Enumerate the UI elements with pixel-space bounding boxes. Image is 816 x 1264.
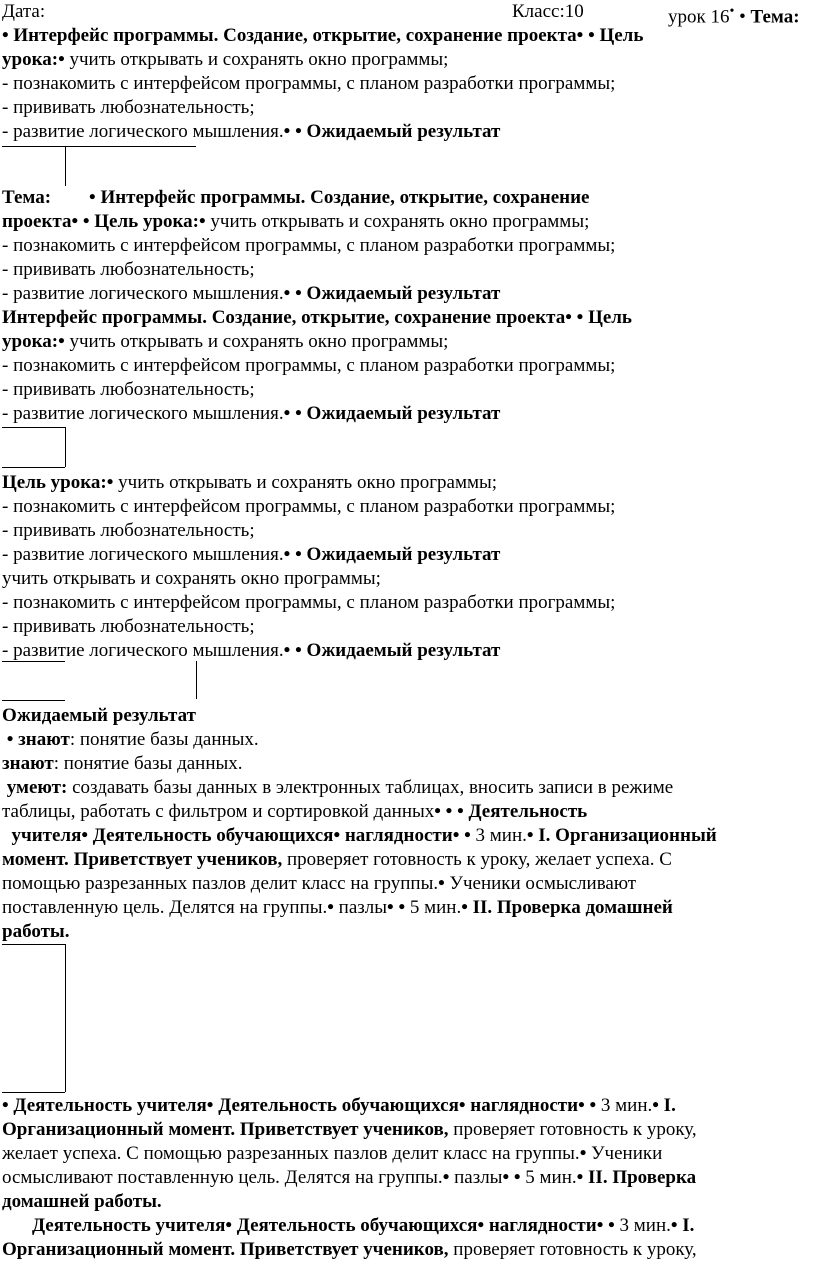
bullet-icon: • [442, 1167, 450, 1188]
bullet-icon: • [458, 1095, 466, 1116]
bullet-icon: • [283, 121, 291, 142]
objective-3-line [2, 120, 814, 144]
bullet-icon: • [283, 283, 291, 304]
students-text: Ученики [591, 1143, 663, 1164]
objective-1: - познакомить с интерфейсом программы, с планом разработки программы; [2, 73, 616, 94]
goal-line [2, 330, 814, 354]
bullet-icon: • [295, 283, 302, 304]
topic-text: Интерфейс программы. Создание, открытие, сохранение проекта [2, 307, 566, 328]
expected-result-heading: Ожидаемый результат [306, 403, 501, 424]
stage-full: Организационный момент. Приветствует учеников, [2, 1239, 449, 1260]
bullet-icon: • [387, 897, 394, 918]
bullet-icon: • [739, 6, 746, 28]
activity-line [2, 1094, 814, 1118]
checks-text: проверяет готовность к уроку, желает успеха. С [286, 849, 672, 870]
students-text: Ученики осмысливают [449, 873, 637, 894]
can-text: создавать базы данных в электронных таблицах, вносить записи в режиме [72, 777, 674, 798]
stage-heading: I. [682, 1215, 695, 1236]
divider-line [2, 944, 65, 945]
bullet-icon: • [327, 897, 334, 918]
bullet-icon: • [670, 1215, 678, 1236]
bullet-icon: • [576, 25, 584, 46]
bullet-icon: • [445, 801, 453, 822]
objective-3: - развитие логического мышления. [2, 640, 284, 661]
divider-line [65, 146, 66, 186]
bullet-icon: • [589, 1095, 597, 1116]
stage-heading: I. Организационный [538, 825, 717, 846]
class-label: Класс:10 [512, 1, 584, 22]
puzzles-text: помощью разрезанных пазлов делит класс на группы. [2, 873, 439, 894]
bullet-icon: • [729, 4, 735, 19]
divider-line [2, 1092, 65, 1093]
bullet-icon: • [576, 307, 584, 328]
puzzles-label: пазлы [338, 897, 388, 918]
time-label: 3 мин. [600, 1095, 653, 1116]
know-label: знают [2, 753, 54, 774]
bullet-icon: • [477, 1215, 485, 1236]
stage-line [2, 1238, 814, 1262]
time-label: 5 мин. [409, 897, 462, 918]
bullet-icon: • [513, 1167, 521, 1188]
objective-2: - прививать любознательность; [2, 616, 255, 637]
bullet-icon: • [295, 403, 302, 424]
goal-word: Цель [588, 307, 632, 328]
bullet-icon: • [333, 825, 341, 846]
stage-full: Организационный момент. Приветствует учеников, [2, 1119, 449, 1140]
puzzles-line [2, 872, 814, 896]
divider-line [65, 427, 66, 467]
goal-line [2, 471, 814, 495]
bullet-icon: • [434, 801, 441, 822]
split-line [2, 1166, 814, 1190]
goal-label: Цель урока: [2, 472, 107, 493]
objective-2: - прививать любознательность; [2, 97, 255, 118]
expected-result-heading: Ожидаемый результат [306, 640, 501, 661]
bullet-icon: • [565, 307, 572, 328]
objective-2: - прививать любознательность; [2, 259, 255, 280]
objective-1: - познакомить с интерфейсом программы, с планом разработки программы; [2, 235, 616, 256]
bullet-icon: • [608, 1215, 615, 1236]
goal-word: урока: [2, 331, 59, 352]
topic-text: Интерфейс программы. Создание, открытие, сохранение [100, 187, 590, 208]
stage-word: момент. [2, 849, 69, 870]
objective-3-line [2, 639, 814, 663]
time-label: 5 мин. [525, 1167, 577, 1188]
bullet-icon: • [6, 729, 14, 750]
homework-line [2, 1190, 814, 1214]
bullet-icon: • [2, 25, 9, 46]
visual-heading: наглядности [488, 1215, 597, 1236]
bullet-icon: • [652, 1095, 659, 1116]
stage-line [2, 1118, 814, 1142]
know-text: : понятие базы данных. [53, 753, 243, 774]
students-heading: Деятельность обучающихся [218, 1095, 459, 1116]
activity-line [2, 824, 814, 848]
goal-label: Цель урока: [94, 211, 200, 232]
objective-3: - развитие логического мышления. [2, 121, 284, 142]
bullet-icon: • [81, 825, 89, 846]
bullet-icon: • [89, 187, 96, 208]
goal-text: учить открывать и сохранять окно программы; [2, 568, 381, 589]
visual-heading: наглядности [344, 825, 453, 846]
bullet-icon: • [452, 825, 460, 846]
know-label: знают [18, 729, 70, 750]
topic-text: Интерфейс программы. Создание, открытие, сохранение проекта [13, 25, 577, 46]
bullet-icon: • [283, 403, 291, 424]
teacher-heading: Деятельность учителя [13, 1095, 207, 1116]
bullet-icon: • [461, 897, 468, 918]
objective-3-line [2, 282, 814, 306]
objective-1: - познакомить с интерфейсом программы, с планом разработки программы; [2, 355, 616, 376]
checks-text: проверяет готовность к уроку, [453, 1239, 697, 1260]
know-text: : понятие базы данных. [69, 729, 259, 750]
teacher-heading: учителя [11, 825, 82, 846]
goal-text: учить открывать и сохранять окно программы; [69, 49, 449, 70]
objective-2: - прививать любознательность; [2, 520, 255, 541]
can-line [2, 776, 814, 800]
split-text: поставленную цель. Делятся на группы. [2, 897, 328, 918]
can-text: таблицы, работать с фильтром и сортировкой данных [2, 801, 435, 822]
theme-line [2, 186, 814, 210]
greets-text: Приветствует учеников, [73, 849, 283, 870]
expected-result-heading: Ожидаемый результат [306, 283, 501, 304]
objective-3-line [2, 402, 814, 426]
time-label: 3 мин. [619, 1215, 671, 1236]
goal-text: учить открывать и сохранять окно программы; [118, 472, 498, 493]
objective-3: - развитие логического мышления. [2, 403, 284, 424]
expected-result-heading: Ожидаемый результат [2, 705, 196, 726]
bullet-icon: • [82, 211, 90, 232]
bullet-icon: • [199, 211, 206, 232]
divider-line [65, 944, 66, 1092]
goal-word: Цель [599, 25, 644, 46]
bullet-icon: • [398, 897, 406, 918]
goal-line [2, 48, 814, 72]
puzzles-label: пазлы [454, 1167, 503, 1188]
bullet-icon: • [438, 873, 445, 894]
divider-line [2, 146, 196, 147]
can-line [2, 800, 814, 824]
expected-result-heading: Ожидаемый результат [306, 544, 501, 565]
students-heading: Деятельность обучающихся [236, 1215, 478, 1236]
stage-end: работы. [2, 921, 70, 942]
theme-label: Тема: [2, 187, 52, 208]
teacher-heading: Деятельность учителя [32, 1215, 226, 1236]
stage-end-line [2, 920, 814, 944]
bullet-icon: • [58, 331, 65, 352]
time-label: 3 мин. [475, 825, 527, 846]
bullet-icon: • [2, 1095, 9, 1116]
divider-line [2, 467, 65, 468]
objective-3: - развитие логического мышления. [2, 544, 284, 565]
activity-line [2, 1214, 814, 1238]
bullet-icon: • [526, 825, 534, 846]
wish-line [2, 1142, 814, 1166]
theme-label: Тема: [750, 6, 800, 28]
date-label: Дата: [2, 1, 46, 22]
bullet-icon: • [71, 211, 79, 232]
bullet-icon: • [58, 49, 65, 70]
bullet-icon: • [578, 1095, 585, 1116]
goal-text: учить открывать и сохранять окно программы; [210, 211, 590, 232]
objective-2: - прививать любознательность; [2, 379, 255, 400]
bullet-icon: • [464, 825, 471, 846]
topic-line [2, 24, 814, 48]
understand-text: осмысливают поставленную цель. Делятся на группы. [2, 1167, 443, 1188]
checks-text: проверяет готовность к уроку, [453, 1119, 697, 1140]
objective-1: - познакомить с интерфейсом программы, с планом разработки программы; [2, 496, 616, 517]
expected-result-heading: Ожидаемый результат [306, 121, 501, 142]
bullet-icon: • [502, 1167, 510, 1188]
bullet-icon: • [576, 1167, 584, 1188]
goal-line [2, 210, 814, 234]
bullet-icon: • [596, 1215, 604, 1236]
bullet-icon: • [225, 1215, 233, 1236]
bullet-icon: • [106, 472, 114, 493]
topic-text: проекта [2, 211, 72, 232]
bullet-icon: • [295, 544, 302, 565]
homework-text: домашней работы. [2, 1191, 162, 1212]
expected-result-heading-line [2, 704, 814, 728]
divider-line [196, 661, 197, 699]
bullet-icon: • [283, 640, 291, 661]
wish-text: желает успеха. С помощью разрезанных пазлов делит класс на группы. [2, 1143, 580, 1164]
goal-text: учить открывать и сохранять окно программы; [69, 331, 449, 352]
stage-heading: II. Проверка [588, 1167, 697, 1188]
divider-line [2, 427, 65, 428]
bullet-icon: • [206, 1095, 214, 1116]
lesson-info: урок 16• • Тема: [668, 4, 800, 28]
students-heading: Деятельность обучающихся [92, 825, 334, 846]
bullet-icon: • [588, 25, 595, 46]
goal-word: урока: [2, 49, 59, 70]
objective-1: - познакомить с интерфейсом программы, с планом разработки программы; [2, 592, 616, 613]
stage-line [2, 848, 814, 872]
bullet-icon: • [295, 121, 302, 142]
objective-3: - развитие логического мышления. [2, 283, 284, 304]
know-line [2, 752, 814, 776]
bullet-icon: • [283, 544, 291, 565]
bullet-icon: • [295, 640, 302, 661]
bullet-icon: • [457, 801, 464, 822]
stage-heading: II. Проверка домашней [472, 897, 673, 918]
divider-line [2, 700, 65, 701]
stage-heading: I. [663, 1095, 676, 1116]
activity-heading: Деятельность [468, 801, 588, 822]
bullet-icon: • [579, 1143, 587, 1164]
visual-heading: наглядности [470, 1095, 579, 1116]
know-line [2, 728, 814, 752]
divider-line [2, 661, 65, 662]
objective-3-line [2, 543, 814, 567]
split-line [2, 896, 814, 920]
topic-line [2, 306, 814, 330]
can-label: умеют: [6, 777, 68, 798]
